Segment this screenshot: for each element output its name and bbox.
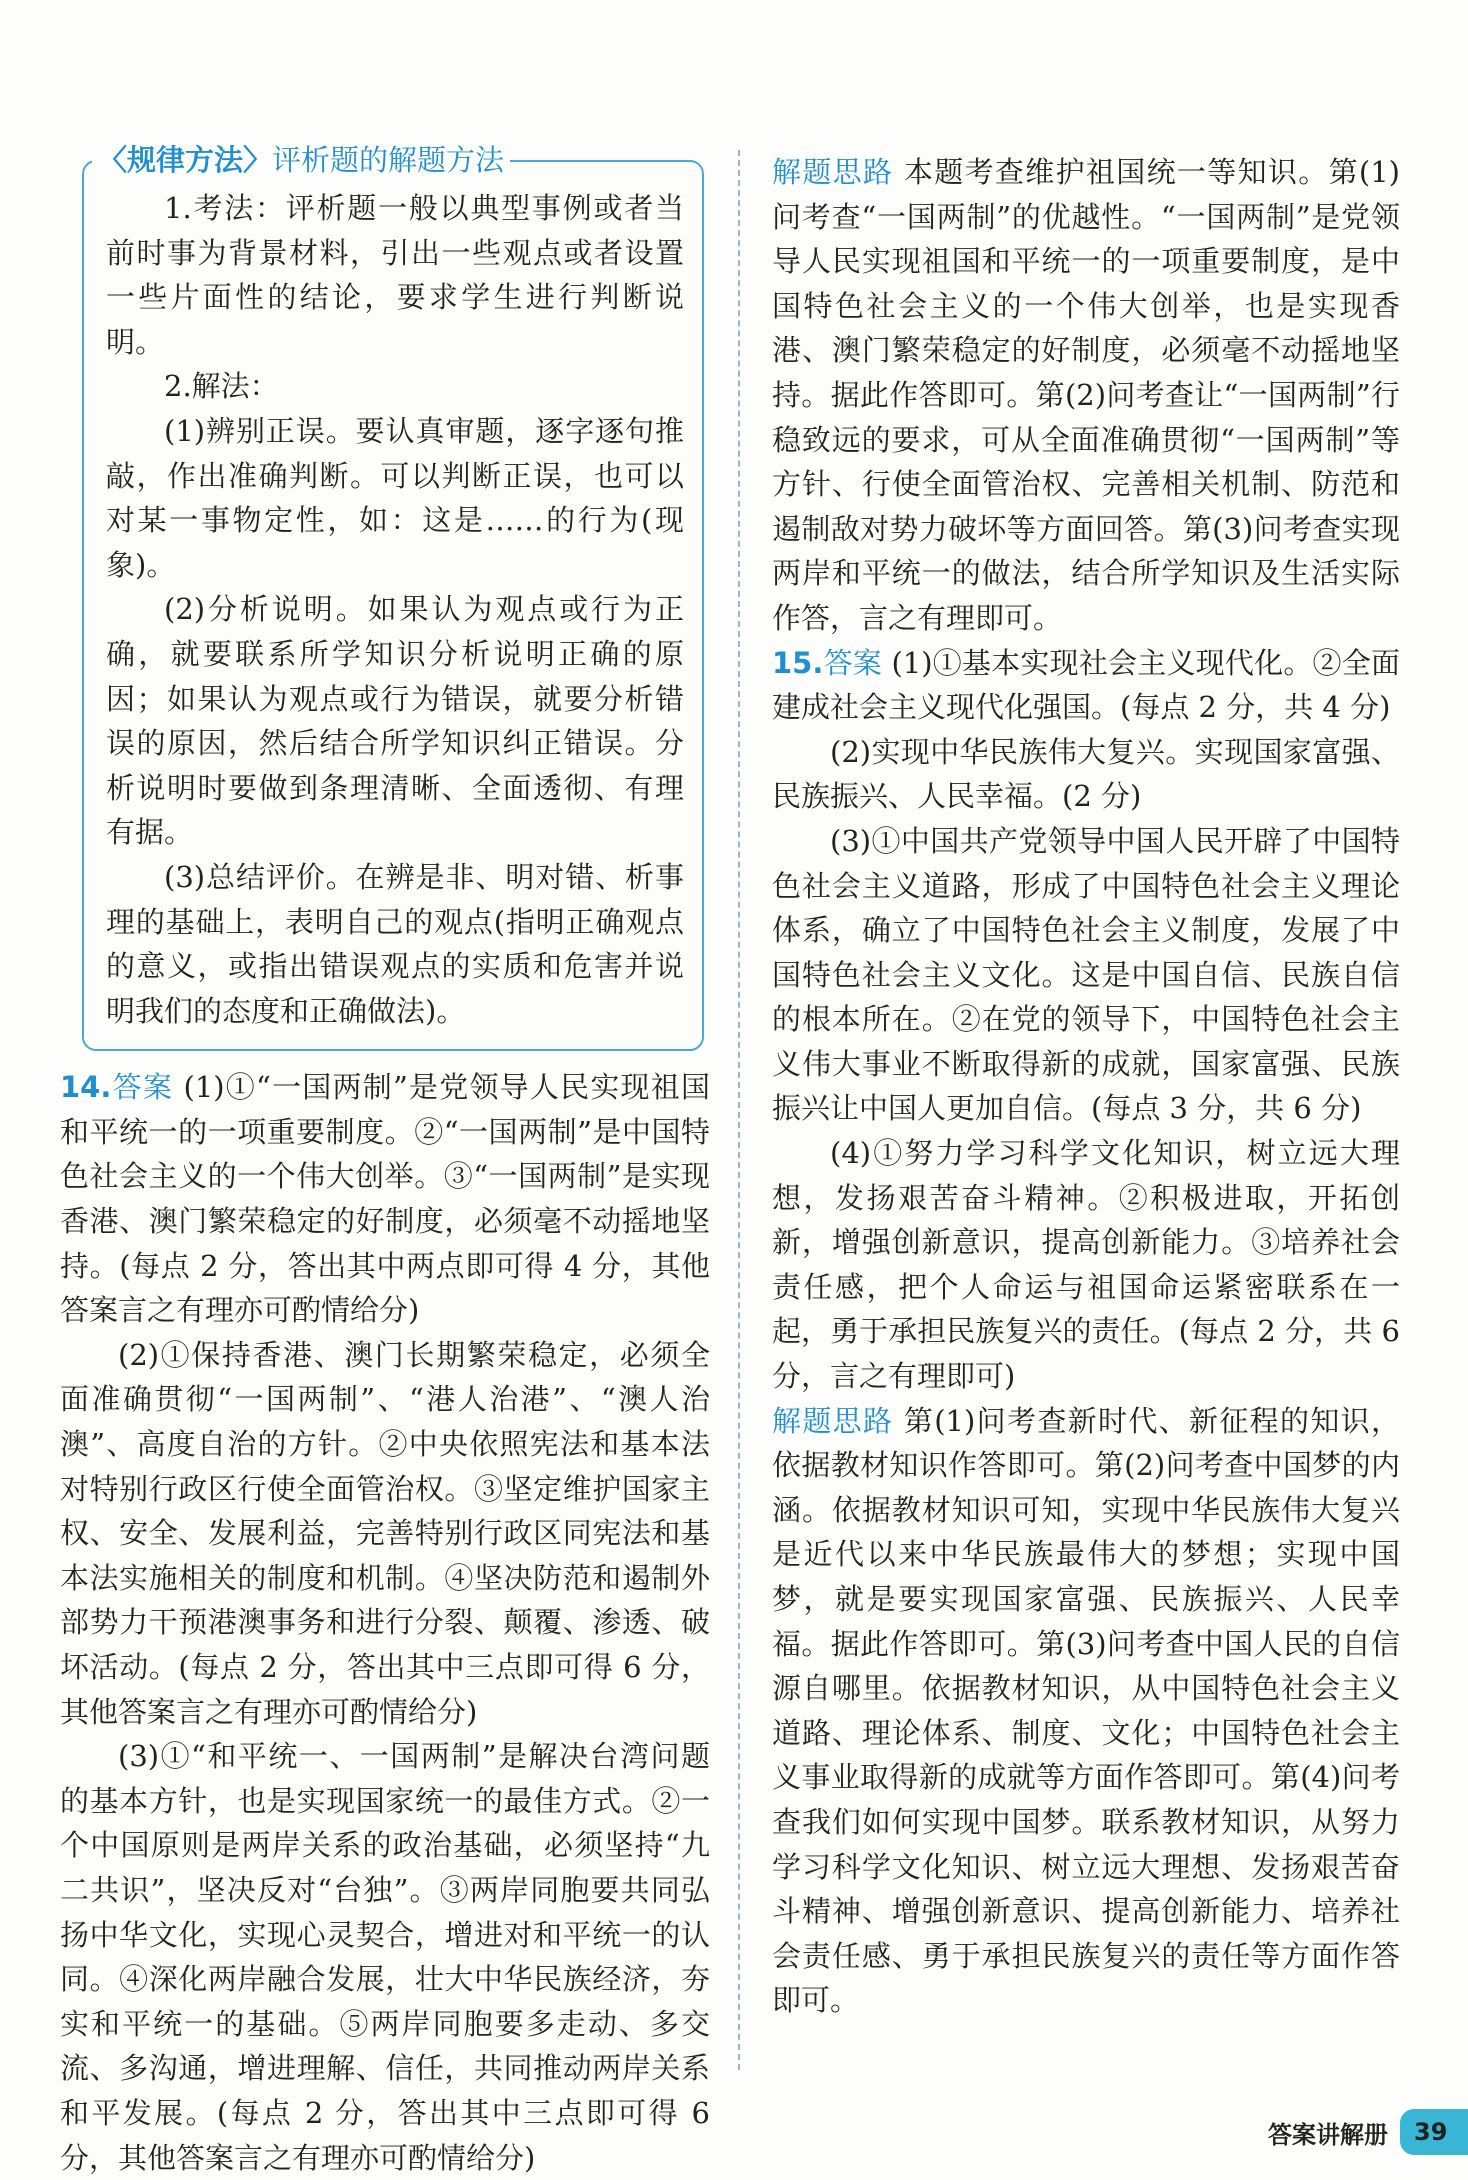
method-para: 1.考法：评析题一般以典型事例或者当前时事为背景材料，引出一些观点或者设置一些片面性的结论，要求学生进行判断说明。 <box>106 191 684 359</box>
page-footer <box>1168 2108 1468 2156</box>
q15-first <box>772 641 1400 730</box>
page-number: 39 <box>1400 2109 1468 2155</box>
q14-analysis-text: 本题考查维护祖国统一等知识。第(1)问考查“一国两制”的优越性。“一国两制”是党领导人民实现祖国和平统一的一项重要制度，是中国特色社会主义的一个伟大创举，也是实现香港、澳门繁荣稳定的好制度，必须毫不动摇地坚持。据此作答即可。第(2)问考查让“一国两制”行稳致远的要求，可从全面准确贯彻“一国两制”等方针、行使全面管治权、完善相关机制、防范和遏制敌对势力破坏等方面回答。第(3)问考查实现两岸和平统一的做法，结合所学知识及生活实际作答，言之有理即可。 <box>772 155 1400 635</box>
q14-part1: (1)①“一国两制”是党领导人民实现祖国和平统一的一项重要制度。②“一国两制”是中国特色社会主义的一个伟大创举。③“一国两制”是实现香港、澳门繁荣稳定的好制度，必须毫不动摇地坚持。(每点 2 分，答出其中两点即可得 4 分，其他答案言之有理亦可酌情给分) <box>60 1070 710 1328</box>
question-14-answer <box>60 1065 710 2180</box>
answer-label: 答案 <box>823 645 883 680</box>
method-para: (1)辨别正误。要认真审题，逐字逐句推敲，作出准确判断。可以判断正误，也可以对某一事物定性，如：这是……的行为(现象)。 <box>106 413 684 582</box>
q15-part: (4)①努力学习科学文化知识，树立远大理想，发扬艰苦奋斗精神。②积极进取，开拓创新，增强创新意识，提高创新能力。③培养社会责任感，把个人命运与祖国命运紧密联系在一起，勇于承担民族复兴的责任。(每点 2 分，共 6 分，言之有理即可) <box>772 1136 1400 1394</box>
answer-label: 答案 <box>111 1070 174 1105</box>
q15-analysis <box>772 1399 1400 2023</box>
q14-first <box>60 1065 710 1333</box>
method-tag: 规律方法 <box>127 143 244 177</box>
q14-part: (3)①“和平统一、一国两制”是解决台湾问题的基本方针，也是实现国家统一的最佳方式。②一个中国原则是两岸关系的政治基础，必须坚持“九二共识”，坚决反对“台独”。③两岸同胞要共同弘扬中华文化，实现心灵契合，增进对和平统一的认同。④深化两岸融合发展，壮大中华民族经济，夯实和平统一的基础。⑤两岸同胞要多走动、多交流、多沟通，增进理解、信任，共同推动两岸关系和平发展。(每点 2 分，答出其中三点即可得 6 分，其他答案言之有理亦可酌情给分) <box>60 1739 710 2175</box>
analysis-label: 解题思路 <box>772 1403 894 1438</box>
analysis-label: 解题思路 <box>772 155 894 189</box>
book-section-label: 答案讲解册 <box>1268 2120 1388 2149</box>
q15-part1: (1)①基本实现社会主义现代化。②全面建成社会主义现代化强国。(每点 2 分，共 4 分) <box>772 645 1400 725</box>
q14-part: (2)①保持香港、澳门长期繁荣稳定，必须全面准确贯彻“一国两制”、“港人治港”、“澳人治澳”、高度自治的方针。②中央依照宪法和基本法对特别行政区行使全面管治权。③坚定维护国家主权、安全、发展利益，完善特别行政区同宪法和基本法实施相关的制度和机制。④坚决防范和遏制外部势力干预港澳事务和进行分裂、颠覆、渗透、破坏活动。(每点 2 分，答出其中三点即可得 6 分，其他答案言之有理亦可酌情给分) <box>60 1337 710 1729</box>
method-title-text: 评析题的解题方法 <box>272 143 505 177</box>
q15-part: (2)实现中华民族伟大复兴。实现国家富强、民族振兴、人民幸福。(2 分) <box>772 734 1400 814</box>
right-column <box>772 150 1400 2023</box>
question-number: 15. <box>772 645 824 680</box>
method-para: (2)分析说明。如果认为观点或行为正确，就要联系所学知识分析说明正确的原因；如果认为观点或行为错误，就要分析错误的原因，然后结合所学知识纠正错误。分析说明时要做到条理清晰、全面透彻、有理有据。 <box>106 592 684 850</box>
q15-part: (3)①中国共产党领导中国人民开辟了中国特色社会主义道路，形成了中国特色社会主义理论体系，确立了中国特色社会主义制度，发展了中国特色社会主义文化。这是中国自信、民族自信的根本所在。②在党的领导下，中国特色社会主义伟大事业不断取得新的成就，国家富强、民族振兴让中国人更加自信。(每点 3 分，共 6 分) <box>772 823 1400 1126</box>
column-divider <box>738 150 740 2070</box>
method-para: 2.解法： <box>164 369 279 404</box>
method-box-title: 〈规律方法〉评析题的解题方法 <box>92 138 510 183</box>
question-number: 14. <box>60 1070 112 1105</box>
method-para: (3)总结评价。在辨是非、明对错、析事理的基础上，表明自己的观点(指明正确观点的意义，或指出错误观点的实质和危害并说明我们的态度和正确做法)。 <box>106 859 684 1028</box>
question-15-answer <box>772 641 1400 1399</box>
method-box <box>82 143 704 1051</box>
q14-analysis <box>772 150 1400 641</box>
left-column <box>60 143 710 2180</box>
q15-analysis-text: 第(1)问考查新时代、新征程的知识，依据教材知识作答即可。第(2)问考查中国梦的内涵。依据教材知识可知，实现中华民族伟大复兴是近代以来中华民族最伟大的梦想；实现中国梦，就是要实现国家富强、民族振兴、人民幸福。据此作答即可。第(3)问考查中国人民的自信源自哪里。依据教材知识，从中国特色社会主义道路、理论体系、制度、文化；中国特色社会主义事业取得新的成就等方面作答即可。第(4)问考查我们如何实现中国梦。联系教材知识，从努力学习科学文化知识、树立远大理想、发扬艰苦奋斗精神、增强创新意识、提高创新能力、培养社会责任感、勇于承担民族复兴的责任等方面作答即可。 <box>772 1403 1400 2018</box>
